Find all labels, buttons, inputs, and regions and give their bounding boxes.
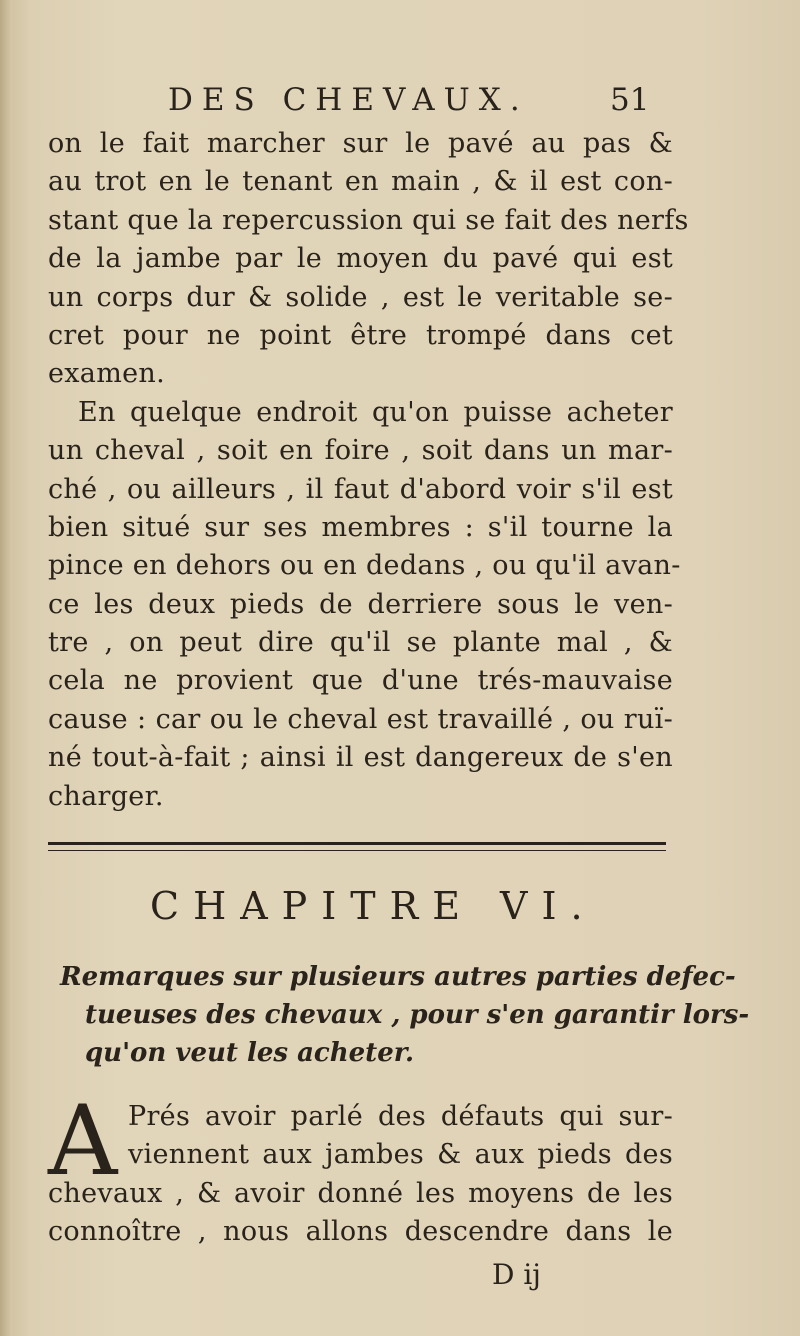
text-line: un corps dur & solide , est le veritable se-: [48, 281, 673, 313]
text-line: bien situé sur ses membres : s'il tourne la: [48, 511, 673, 543]
text-line: tre , on peut dire qu'il se plante mal , &: [48, 627, 673, 659]
text-line: viennent aux jambes & aux pieds des: [128, 1139, 673, 1171]
text-line: on le fait marcher sur le pavé au pas &: [48, 128, 673, 159]
text-line: pince en dehors ou en dedans , ou qu'il avan-: [48, 550, 681, 582]
subtitle-line: Remarques sur plusieurs autres parties defec-: [60, 962, 736, 992]
text-line: connoître , nous allons descendre dans le: [48, 1216, 673, 1248]
section-divider-rule: [48, 842, 666, 851]
text-line: né tout-à-fait ; ainsi il est dangereux de s'en: [48, 742, 673, 774]
text-line: stant que la repercussion qui se fait des nerfs: [48, 204, 689, 236]
page-number: 51: [610, 82, 650, 118]
text-line: ce les deux pieds de derriere sous le ven-: [48, 588, 673, 620]
text-line: cela ne provient que d'une trés-mauvaise: [48, 665, 673, 697]
body-text: [48, 125, 689, 816]
text-line: cret pour ne point être trompé dans cet: [48, 319, 673, 351]
text-line: de la jambe par le moyen du pavé qui est: [48, 243, 673, 275]
text-line: cause : car ou le cheval est travaillé , ou ruï-: [48, 703, 673, 735]
chapter-subtitle: [60, 958, 750, 1072]
chapter-opening-paragraph: [48, 1085, 673, 1252]
subtitle-line: qu'on veut les acheter.: [85, 1038, 415, 1068]
text-line: chevaux , & avoir donné les moyens de les: [48, 1177, 673, 1209]
text-line: Prés avoir parlé des défauts qui sur-: [128, 1101, 673, 1132]
text-line: un cheval , soit en foire , soit dans un mar-: [48, 435, 673, 467]
page-edge: [0, 0, 12, 1336]
catchword-signature: D ij: [492, 1258, 541, 1291]
text-line: au trot en le tenant en main , & il est con-: [48, 166, 673, 198]
text-line: ché , ou ailleurs , il faut d'abord voir s'il est: [48, 473, 673, 505]
subtitle-line: tueuses des chevaux , pour s'en garantir lors-: [85, 1000, 750, 1030]
text-line: En quelque endroit qu'on puisse acheter: [78, 396, 673, 428]
running-head-title: DES CHEVAUX.: [168, 82, 529, 118]
text-line: examen.: [48, 358, 165, 390]
text-line: charger.: [48, 780, 164, 812]
drop-cap: A: [48, 1085, 118, 1197]
chapter-title: CHAPITRE VI.: [150, 884, 597, 928]
